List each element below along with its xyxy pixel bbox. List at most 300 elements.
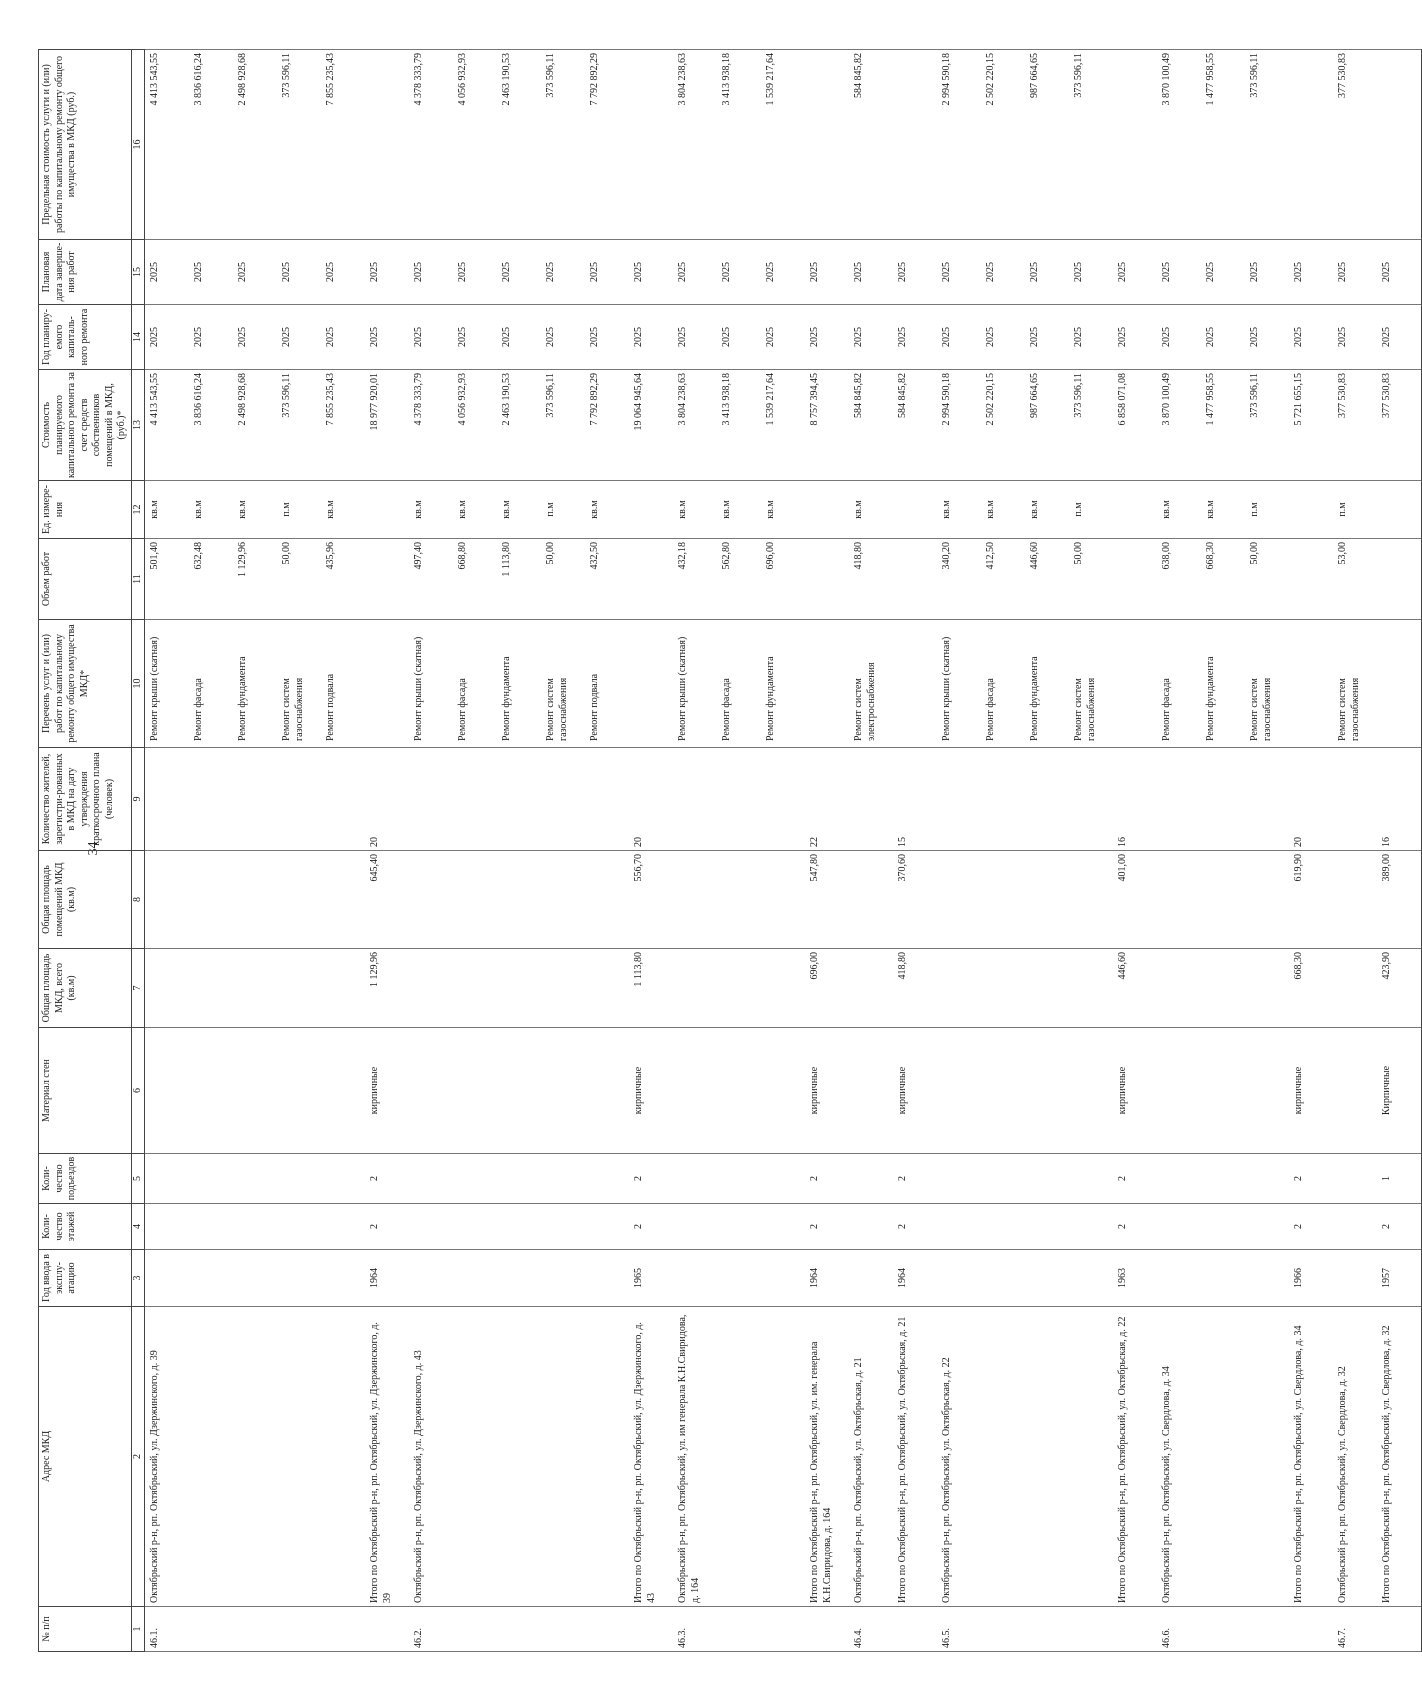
table-cell: 2 463 190,53 <box>497 50 541 240</box>
table-cell: 2 <box>1113 1154 1157 1204</box>
table-cell: 2025 <box>277 305 321 370</box>
table-cell: п.м <box>541 481 585 539</box>
table-cell: 2025 <box>981 240 1025 305</box>
table-cell: 2025 <box>1113 305 1157 370</box>
table-cell <box>981 1204 1025 1250</box>
table-cell: 7 792 892,29 <box>585 370 629 481</box>
table-cell <box>717 1250 761 1307</box>
table-cell <box>717 1204 761 1250</box>
table-cell: кв.м <box>585 481 629 539</box>
table-cell <box>673 949 717 1028</box>
table-cell <box>145 851 190 949</box>
table-cell <box>497 851 541 949</box>
table-cell <box>1377 50 1422 240</box>
table-cell <box>937 1028 981 1154</box>
table-cell: 1 113,80 <box>629 949 673 1028</box>
column-header: Предельная стоимость услуги и (или) работы по капитальному ремонту общего имущества в МКД (руб.) <box>39 50 132 240</box>
table-cell: 2025 <box>761 240 805 305</box>
table-cell: Ремонт систем электроснабжения <box>849 620 893 748</box>
table-cell <box>145 949 190 1028</box>
table-cell: 2025 <box>937 305 981 370</box>
table-cell <box>189 1154 233 1204</box>
column-header: Материал стен <box>39 1028 132 1154</box>
table-cell <box>1157 1154 1201 1204</box>
table-cell: кв.м <box>453 481 497 539</box>
table-cell: 373 596,11 <box>541 370 585 481</box>
table-cell: 2 502 220,15 <box>981 50 1025 240</box>
table-cell: 2025 <box>409 240 453 305</box>
table-row <box>673 50 717 1652</box>
table-cell <box>453 1028 497 1154</box>
table-cell <box>893 481 937 539</box>
table-cell: 497,40 <box>409 539 453 620</box>
table-cell <box>321 1607 365 1652</box>
column-number: 16 <box>131 50 145 240</box>
table-cell <box>849 748 893 851</box>
table-cell: 2025 <box>453 240 497 305</box>
table-cell <box>1245 1607 1289 1652</box>
table-row <box>629 50 673 1652</box>
table-cell: 2025 <box>1025 305 1069 370</box>
table-cell <box>1025 1250 1069 1307</box>
table-cell: 2025 <box>189 240 233 305</box>
table-cell <box>1201 1607 1245 1652</box>
table-cell <box>409 949 453 1028</box>
table-cell: кв.м <box>409 481 453 539</box>
table-cell: 46.2. <box>409 1607 453 1652</box>
table-cell <box>1069 1028 1113 1154</box>
table-cell <box>1245 1250 1289 1307</box>
table-cell <box>541 949 585 1028</box>
table-row <box>145 50 190 1652</box>
table-cell: 4 056 932,93 <box>453 370 497 481</box>
table-cell <box>409 1028 453 1154</box>
table-cell <box>585 1250 629 1307</box>
table-cell: 1 129,96 <box>365 949 409 1028</box>
table-cell <box>1025 748 1069 851</box>
table-cell: кирпичные <box>365 1028 409 1154</box>
table-row <box>189 50 233 1652</box>
table-cell <box>541 1028 585 1154</box>
table-cell <box>1377 481 1422 539</box>
table-cell <box>585 851 629 949</box>
table-cell <box>893 1607 937 1652</box>
table-cell: 432,50 <box>585 539 629 620</box>
table-cell: 2025 <box>1113 240 1157 305</box>
table-cell: 2025 <box>629 305 673 370</box>
table-cell <box>585 1204 629 1250</box>
table-cell: 2025 <box>1069 305 1113 370</box>
table-cell <box>761 1250 805 1307</box>
table-cell: 50,00 <box>541 539 585 620</box>
table-cell <box>453 1307 497 1607</box>
table-cell <box>233 1607 277 1652</box>
table-row <box>277 50 321 1652</box>
table-cell <box>937 851 981 949</box>
table-cell <box>849 1154 893 1204</box>
table-cell: 1965 <box>629 1250 673 1307</box>
column-header: Общая площадь МКД, всего (кв.м) <box>39 949 132 1028</box>
table-cell: 2025 <box>717 305 761 370</box>
table-cell: 370,60 <box>893 851 937 949</box>
table-cell <box>233 851 277 949</box>
table-cell: 2025 <box>321 305 365 370</box>
table-cell <box>717 1307 761 1607</box>
table-cell: 2025 <box>1245 240 1289 305</box>
column-header: Стоимость планируемого капитального ремонта за счет средств собственников помещений в МКД, (руб.)* <box>39 370 132 481</box>
table-cell <box>1113 620 1157 748</box>
table-cell <box>453 949 497 1028</box>
table-cell <box>1201 1250 1245 1307</box>
table-cell: 46.6. <box>1157 1607 1201 1652</box>
table-cell: 432,18 <box>673 539 717 620</box>
table-cell <box>233 1250 277 1307</box>
table-cell: п.м <box>1069 481 1113 539</box>
column-number-row <box>131 50 145 1652</box>
table-cell <box>1377 1607 1422 1652</box>
table-cell: Ремонт крыши (скатная) <box>145 620 190 748</box>
table-cell <box>673 851 717 949</box>
table-cell <box>1025 1307 1069 1607</box>
table-cell: 3 413 938,18 <box>717 50 761 240</box>
column-number: 15 <box>131 240 145 305</box>
column-header: Адрес МКД <box>39 1307 132 1607</box>
table-cell: Ремонт крыши (скатная) <box>673 620 717 748</box>
table-cell <box>145 1204 190 1250</box>
table-cell: 2025 <box>1025 240 1069 305</box>
table-cell <box>849 1250 893 1307</box>
table-cell <box>321 949 365 1028</box>
table-cell: 2025 <box>233 305 277 370</box>
table-cell: 373 596,11 <box>277 50 321 240</box>
table-cell: 7 855 235,43 <box>321 50 365 240</box>
table-cell: 6 858 071,08 <box>1113 370 1157 481</box>
table-cell: 4 378 333,79 <box>409 50 453 240</box>
table-cell <box>761 748 805 851</box>
table-cell <box>1025 1204 1069 1250</box>
table-cell: 2025 <box>277 240 321 305</box>
table-cell <box>409 851 453 949</box>
table-cell: 46.7. <box>1333 1607 1377 1652</box>
table-row <box>365 50 409 1652</box>
table-cell: Ремонт фундамента <box>1025 620 1069 748</box>
table-cell: кв.м <box>849 481 893 539</box>
table-cell <box>365 50 409 240</box>
table-cell <box>1289 50 1333 240</box>
table-cell <box>1069 1307 1113 1607</box>
table-cell <box>1201 748 1245 851</box>
table-cell: Ремонт фундамента <box>1201 620 1245 748</box>
table-cell <box>1069 949 1113 1028</box>
table-cell: 53,00 <box>1333 539 1377 620</box>
table-cell <box>805 620 849 748</box>
table-cell: 2 <box>893 1204 937 1250</box>
table-cell <box>277 949 321 1028</box>
table-cell: 584 845,82 <box>893 370 937 481</box>
table-row <box>893 50 937 1652</box>
column-number: 13 <box>131 370 145 481</box>
table-cell: 1 129,96 <box>233 539 277 620</box>
table-cell <box>1157 748 1201 851</box>
table-cell: 2025 <box>1333 240 1377 305</box>
table-cell <box>541 1607 585 1652</box>
table-cell <box>1377 539 1422 620</box>
table-cell: 1 477 958,55 <box>1201 50 1245 240</box>
table-cell: 3 870 100,49 <box>1157 370 1201 481</box>
table-cell <box>629 539 673 620</box>
table-row <box>409 50 453 1652</box>
column-header: Коли-чество подъездов <box>39 1154 132 1204</box>
table-cell: Ремонт систем газоснабжения <box>1333 620 1377 748</box>
table-cell: 435,96 <box>321 539 365 620</box>
table-cell: кв.м <box>1025 481 1069 539</box>
table-cell: Ремонт систем газоснабжения <box>1069 620 1113 748</box>
table-cell <box>805 50 849 240</box>
table-cell <box>1069 1607 1113 1652</box>
table-cell: 2025 <box>893 305 937 370</box>
table-cell: Ремонт фасада <box>1157 620 1201 748</box>
table-cell: 2025 <box>321 240 365 305</box>
table-cell: Ремонт фундамента <box>233 620 277 748</box>
table-row <box>585 50 629 1652</box>
table-cell: 2025 <box>453 305 497 370</box>
table-cell: 8 757 394,45 <box>805 370 849 481</box>
table-cell <box>1069 851 1113 949</box>
table-cell: 2025 <box>409 305 453 370</box>
table-cell <box>1289 481 1333 539</box>
table-cell: кирпичные <box>805 1028 849 1154</box>
table-cell: 668,30 <box>1289 949 1333 1028</box>
table-cell <box>365 1607 409 1652</box>
column-number: 12 <box>131 481 145 539</box>
table-row <box>1377 50 1422 1652</box>
table-cell: Октябрьский р-н, рп. Октябрьский, ул. Дзержинского, д. 39 <box>145 1307 190 1607</box>
table-cell: 2 <box>893 1154 937 1204</box>
table-cell: 3 870 100,49 <box>1157 50 1201 240</box>
table-cell: Итого по Октябрьский р-н, рп. Октябрьский, ул. Дзержинского, д. 43 <box>629 1307 673 1607</box>
table-cell: 2025 <box>541 305 585 370</box>
table-cell: 15 <box>893 748 937 851</box>
table-cell: Октябрьский р-н, рп. Октябрьский, ул. Свердлова, д. 34 <box>1157 1307 1201 1607</box>
table-row <box>541 50 585 1652</box>
table-row <box>1157 50 1201 1652</box>
table-cell: Ремонт систем газоснабжения <box>541 620 585 748</box>
table-row <box>849 50 893 1652</box>
table-cell <box>321 1307 365 1607</box>
table-cell <box>233 1028 277 1154</box>
table-cell: 2025 <box>981 305 1025 370</box>
table-cell: Ремонт фундамента <box>497 620 541 748</box>
table-cell <box>1201 949 1245 1028</box>
table-cell: Октябрьский р-н, рп. Октябрьский, ул. Дзержинского, д. 43 <box>409 1307 453 1607</box>
table-cell <box>849 851 893 949</box>
table-cell <box>673 1028 717 1154</box>
table-cell <box>717 949 761 1028</box>
table-cell: 19 064 945,64 <box>629 370 673 481</box>
table-cell: Ремонт фасада <box>717 620 761 748</box>
table-cell <box>981 1607 1025 1652</box>
table-cell <box>541 1154 585 1204</box>
table-cell: 668,80 <box>453 539 497 620</box>
table-cell: Октябрьский р-н, рп. Октябрьский, ул. Свердлова, д. 32 <box>1333 1307 1377 1607</box>
table-cell <box>233 949 277 1028</box>
table-cell: кв.м <box>761 481 805 539</box>
table-cell: 987 664,65 <box>1025 370 1069 481</box>
table-cell <box>981 949 1025 1028</box>
table-cell <box>629 1607 673 1652</box>
table-cell <box>717 1028 761 1154</box>
table-cell <box>365 481 409 539</box>
column-number: 2 <box>131 1307 145 1607</box>
table-cell <box>585 1307 629 1607</box>
table-cell: 2025 <box>1157 305 1201 370</box>
table-row <box>453 50 497 1652</box>
table-cell: 668,30 <box>1201 539 1245 620</box>
table-cell <box>1289 539 1333 620</box>
table-cell <box>321 851 365 949</box>
table-cell: 46.3. <box>673 1607 717 1652</box>
table-cell: Октябрьский р-н, рп. Октябрьский, ул. Октябрьская, д. 22 <box>937 1307 981 1607</box>
table-cell: Ремонт подвала <box>321 620 365 748</box>
table-cell: 2025 <box>365 305 409 370</box>
table-cell <box>277 748 321 851</box>
column-number: 3 <box>131 1250 145 1307</box>
table-cell <box>1245 1028 1289 1154</box>
table-cell: 446,60 <box>1025 539 1069 620</box>
table-cell: кв.м <box>981 481 1025 539</box>
table-row <box>1289 50 1333 1652</box>
table-cell <box>1201 1154 1245 1204</box>
table-row <box>1113 50 1157 1652</box>
table-cell: 2 <box>1289 1204 1333 1250</box>
table-cell <box>189 1028 233 1154</box>
table-cell <box>189 748 233 851</box>
table-cell <box>1201 851 1245 949</box>
table-cell: кв.м <box>233 481 277 539</box>
table-cell <box>849 1028 893 1154</box>
table-cell <box>189 1607 233 1652</box>
table-cell <box>1113 539 1157 620</box>
table-header-row <box>39 50 132 1652</box>
table-cell: 1964 <box>365 1250 409 1307</box>
table-cell <box>1157 851 1201 949</box>
table-cell: 1963 <box>1113 1250 1157 1307</box>
table-cell <box>1113 481 1157 539</box>
table-cell <box>585 748 629 851</box>
table-cell: 1964 <box>805 1250 849 1307</box>
table-cell <box>761 1154 805 1204</box>
table-cell <box>365 539 409 620</box>
table-cell <box>893 620 937 748</box>
table-cell: 3 836 616,24 <box>189 50 233 240</box>
table-cell: 3 836 616,24 <box>189 370 233 481</box>
table-cell <box>233 1154 277 1204</box>
table-cell <box>629 620 673 748</box>
repair-plan-table <box>38 49 1422 1652</box>
table-cell <box>365 620 409 748</box>
table-cell: 2025 <box>585 240 629 305</box>
table-cell: 645,40 <box>365 851 409 949</box>
table-cell: 2025 <box>1245 305 1289 370</box>
table-cell: 1 <box>1377 1154 1422 1204</box>
table-cell: 377 530,83 <box>1333 370 1377 481</box>
table-cell <box>1025 949 1069 1028</box>
table-cell: кирпичные <box>1289 1028 1333 1154</box>
table-cell <box>189 1204 233 1250</box>
table-cell: 1964 <box>893 1250 937 1307</box>
column-header: Объем работ <box>39 539 132 620</box>
table-cell <box>541 1204 585 1250</box>
table-cell <box>453 1250 497 1307</box>
table-cell <box>1025 1607 1069 1652</box>
table-row <box>321 50 365 1652</box>
table-cell: 584 845,82 <box>849 50 893 240</box>
table-cell <box>937 1204 981 1250</box>
table-cell: 373 596,11 <box>1069 370 1113 481</box>
table-cell: 2025 <box>805 240 849 305</box>
table-cell: Ремонт фасада <box>981 620 1025 748</box>
table-cell <box>1201 1307 1245 1607</box>
table-cell <box>981 748 1025 851</box>
column-number: 11 <box>131 539 145 620</box>
table-cell: 2025 <box>673 240 717 305</box>
table-cell <box>1201 1204 1245 1250</box>
page-number: 34 <box>86 841 101 856</box>
table-cell: 373 596,11 <box>541 50 585 240</box>
table-cell <box>453 1607 497 1652</box>
table-cell <box>981 1250 1025 1307</box>
table-cell <box>409 1204 453 1250</box>
table-cell <box>893 50 937 240</box>
table-cell <box>277 1607 321 1652</box>
table-cell: 340,20 <box>937 539 981 620</box>
table-row <box>717 50 761 1652</box>
table-cell <box>981 1154 1025 1204</box>
table-cell <box>541 1250 585 1307</box>
table-cell: 2 <box>1289 1154 1333 1204</box>
table-cell <box>233 1204 277 1250</box>
table-cell <box>1289 620 1333 748</box>
column-header: Перечень услуг и (или) работ по капитальному ремонту общего имущества МКД* <box>39 620 132 748</box>
table-cell: 987 664,65 <box>1025 50 1069 240</box>
table-cell <box>321 748 365 851</box>
table-cell <box>1025 1154 1069 1204</box>
table-cell: 1 113,80 <box>497 539 541 620</box>
table-row <box>1201 50 1245 1652</box>
table-cell <box>761 1607 805 1652</box>
table-cell: 1 477 958,55 <box>1201 370 1245 481</box>
table-cell: 501,40 <box>145 539 190 620</box>
table-row <box>761 50 805 1652</box>
table-cell <box>277 1204 321 1250</box>
table-cell <box>409 1250 453 1307</box>
table-cell: 2 498 928,68 <box>233 50 277 240</box>
table-cell <box>585 1607 629 1652</box>
table-cell: 2 502 220,15 <box>981 370 1025 481</box>
table-cell: кв.м <box>673 481 717 539</box>
table-cell <box>189 949 233 1028</box>
table-cell: 373 596,11 <box>1245 50 1289 240</box>
table-cell <box>585 949 629 1028</box>
table-cell: Ремонт крыши (скатная) <box>409 620 453 748</box>
table-cell: 377 530,83 <box>1333 50 1377 240</box>
table-cell <box>1157 1250 1201 1307</box>
table-cell: 2025 <box>585 305 629 370</box>
table-cell: 1 539 217,64 <box>761 370 805 481</box>
table-cell <box>1245 1204 1289 1250</box>
table-cell <box>145 1250 190 1307</box>
column-number: 8 <box>131 851 145 949</box>
